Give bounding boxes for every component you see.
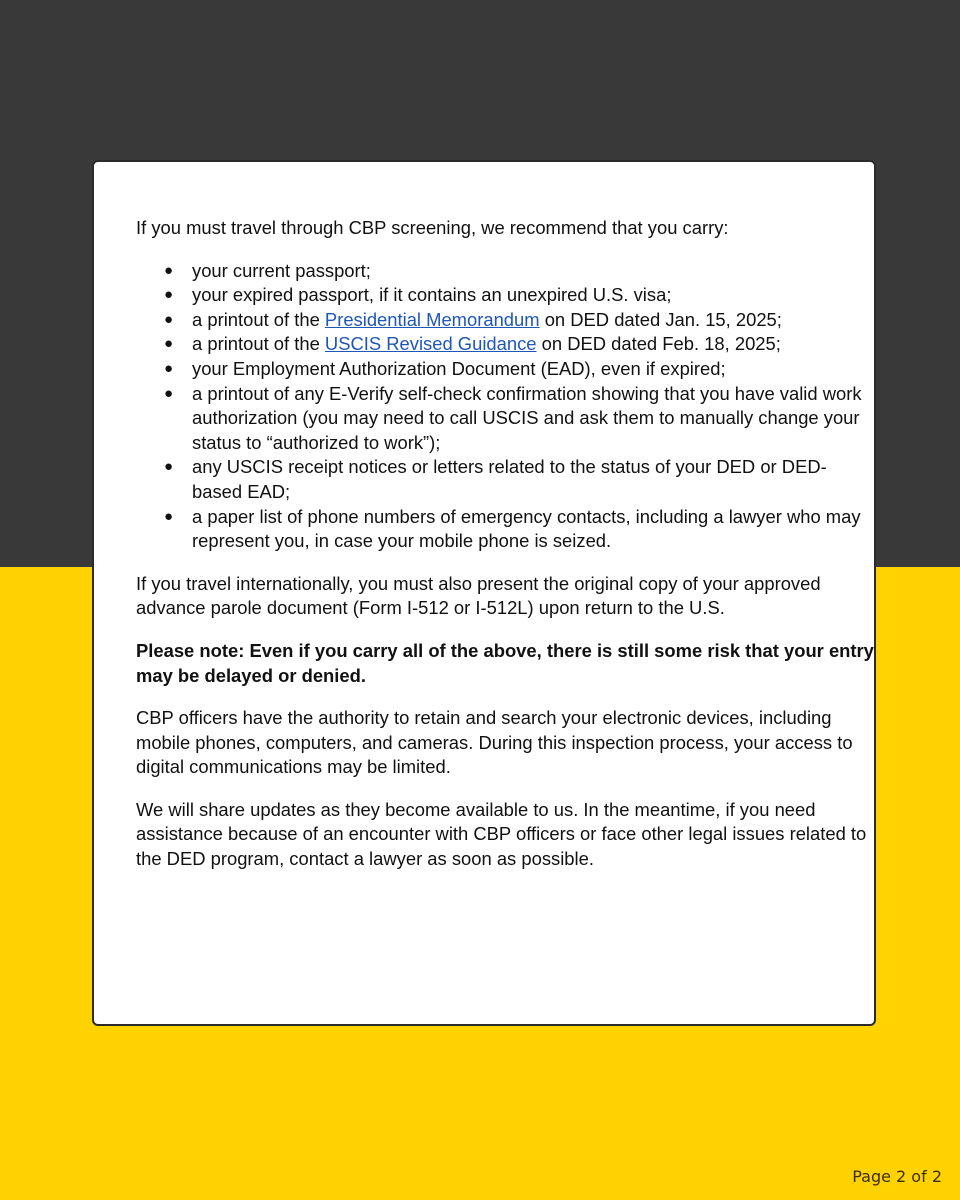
list-item: [136, 357, 876, 382]
list-item-text: any USCIS receipt notices or letters related to the status of your DED or DED-based EAD;: [192, 456, 827, 502]
document-card: [92, 160, 876, 1026]
bullet-icon: ●: [164, 458, 174, 476]
bullet-icon: ●: [164, 286, 174, 304]
list-item: [136, 259, 876, 284]
intro-text: If you must travel through CBP screening, we recommend that you carry:: [136, 217, 729, 238]
page-number: Page 2 of 2: [852, 1167, 942, 1186]
list-item-text-before: a printout of the: [192, 308, 325, 330]
list-item-text: your expired passport, if it contains an unexpired U.S. visa;: [192, 284, 672, 306]
presidential-memorandum-link[interactable]: Presidential Memorandum: [324, 308, 540, 330]
bullet-icon: ●: [164, 335, 174, 353]
list-item: [136, 505, 876, 554]
list-item: [136, 382, 876, 456]
list-item: [136, 308, 876, 333]
devices-paragraph: CBP officers have the authority to retain and search your electronic devices, including mobile phones, computers, and cameras. During this inspection process, your access to digital communications may be limited.: [136, 707, 853, 778]
risk-note: Please note: Even if you carry all of the above, there is still some risk that your entry may be delayed or denied.: [136, 639, 874, 686]
list-item-text: your current passport;: [192, 259, 371, 281]
updates-paragraph: We will share updates as they become available to us. In the meantime, if you need assistance because of an encounter with CBP officers or face other legal issues related to the DED program, contact a lawyer as soon as possible.: [136, 798, 867, 870]
carry-list: [136, 259, 876, 554]
bullet-icon: ●: [164, 359, 174, 377]
travel-paragraph: If you travel internationally, you must also present the original copy of your approved advance parole document (Form I-512 or I-512L) upon return to the U.S.: [136, 572, 821, 619]
list-item-text: a paper list of phone numbers of emergency contacts, including a lawyer who may represent you, in case your mobile phone is seized.: [192, 505, 861, 552]
bullet-icon: ●: [164, 507, 174, 525]
bullet-icon: ●: [164, 384, 174, 402]
list-item-text: your Employment Authorization Document (EAD), even if expired;: [192, 357, 726, 379]
bullet-icon: ●: [164, 310, 174, 328]
list-item: [136, 332, 876, 357]
bullet-icon: ●: [164, 261, 174, 279]
list-item-text-after: on DED dated Feb. 18, 2025;: [536, 333, 781, 355]
list-item: [136, 455, 876, 504]
list-item-text-before: a printout of the: [192, 333, 325, 355]
list-item-text-after: on DED dated Jan. 15, 2025;: [539, 308, 782, 330]
list-item-text: a printout of any E-Verify self-check confirmation showing that you have valid work authorization (you may need to call USCIS and ask them to manually change your status to “authorized to work”);: [192, 382, 862, 453]
document-content: [136, 216, 876, 890]
list-item: [136, 283, 876, 308]
uscis-revised-guidance-link[interactable]: USCIS Revised Guidance: [324, 333, 537, 355]
